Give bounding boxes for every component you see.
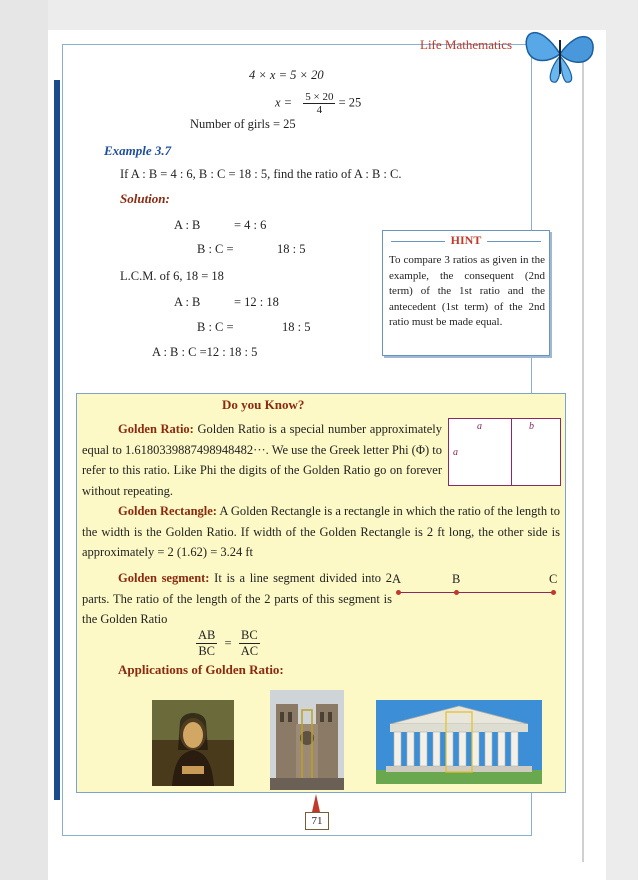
- left-margin-stripe: [54, 80, 60, 800]
- formula-denominator-1: BC: [198, 644, 216, 658]
- golden-segment-paragraph: [82, 568, 392, 630]
- segment-point-a-dot: [396, 590, 401, 595]
- golden-ratio-paragraph: [82, 419, 442, 501]
- formula-denominator-2: AC: [240, 644, 259, 658]
- formula-fraction-left: [196, 628, 217, 659]
- rect-label-a-side: a: [453, 447, 458, 458]
- solution-step-3-lhs: A : B: [174, 295, 201, 309]
- page-number-pin-icon: [309, 794, 323, 814]
- solution-step-3-rhs: = 12 : 18: [234, 295, 279, 309]
- scan-frame-left: [0, 0, 48, 880]
- solution-step-4-lhs: B : C =: [197, 320, 234, 334]
- solution-step-2-rhs: 18 : 5: [277, 242, 306, 256]
- calc-line-2-lhs: x =: [275, 95, 293, 110]
- golden-rectangle-figure: [448, 418, 561, 486]
- golden-ratio-text: Golden Ratio is a special number approximately equal to 1.6180339887498948482···. We use the Greek letter Phi (Φ) to refer to this ratio. Like Phi the digits of the Golden Ratio go on forever without repeating.: [82, 422, 442, 498]
- segment-label-b: B: [452, 572, 461, 586]
- solution-lcm: L.C.M. of 6, 18 = 18: [120, 269, 224, 283]
- calc-fraction-denominator: 4: [316, 104, 323, 116]
- golden-segment-label: Golden segment:: [118, 571, 210, 585]
- golden-rectangle-paragraph: [82, 501, 560, 563]
- golden-ratio-label: Golden Ratio:: [118, 422, 194, 436]
- hint-text: To compare 3 ratios as given in the example, the consequent (2nd term) of the 1st ratio and the antecedent (1st term) of the 2nd ratio must be made equal.: [389, 254, 545, 328]
- formula-numerator-1: AB: [198, 628, 216, 642]
- solution-step-4-rhs: 18 : 5: [282, 320, 311, 334]
- calc-line-3: Number of girls = 25: [190, 117, 296, 131]
- golden-segment-text: It is a line segment divided into 2 parts. The ratio of the length of the 2 parts of this segment is the Golden Ratio: [82, 571, 392, 626]
- notre-dame-image: [270, 690, 344, 790]
- golden-segment-formula: [196, 628, 260, 659]
- golden-segment-line: [398, 592, 554, 593]
- example-title: Example 3.7: [104, 143, 172, 158]
- solution-step-2-lhs: B : C =: [197, 242, 234, 256]
- golden-rectangle-divider: [511, 419, 512, 485]
- dyk-title: Do you Know?: [222, 397, 305, 412]
- hint-box: [382, 230, 550, 356]
- hint-title: HINT: [450, 233, 482, 247]
- calc-line-2: [275, 91, 361, 116]
- rect-label-a-top: a: [477, 421, 482, 432]
- segment-point-c-dot: [551, 590, 556, 595]
- formula-equals: =: [224, 636, 232, 650]
- butterfly-icon: [520, 12, 600, 92]
- calc-fraction-numerator: 5 × 20: [305, 91, 334, 103]
- formula-numerator-2: BC: [239, 628, 260, 644]
- solution-result: A : B : C =12 : 18 : 5: [152, 345, 258, 359]
- applications-label: Applications of Golden Ratio:: [118, 662, 284, 677]
- formula-fraction-right: [239, 628, 260, 659]
- solution-step-1-lhs: A : B: [174, 218, 201, 232]
- scan-frame-right: [606, 0, 638, 880]
- calc-line-2-rhs: = 25: [338, 95, 362, 110]
- parthenon-image: [376, 700, 542, 784]
- segment-label-a: A: [392, 572, 402, 586]
- solution-label: Solution:: [120, 191, 170, 206]
- solution-step-1-rhs: = 4 : 6: [234, 218, 267, 232]
- example-question: If A : B = 4 : 6, B : C = 18 : 5, find the ratio of A : B : C.: [120, 167, 402, 181]
- segment-point-b-dot: [454, 590, 459, 595]
- mona-lisa-image: [152, 700, 234, 786]
- segment-label-c: C: [549, 572, 558, 586]
- rect-label-b-top: b: [529, 421, 534, 432]
- calc-line-1: 4 × x = 5 × 20: [249, 68, 324, 82]
- page-header-title: Life Mathematics: [420, 37, 513, 52]
- golden-rectangle-text: A Golden Rectangle is a rectangle in which the ratio of the length to the width is the Golden Ratio. If width of the Golden Rectangle is 2 ft long, the other side is approximately = 2 (1.62) = 3.24 ft: [82, 504, 560, 559]
- golden-rectangle-label: Golden Rectangle:: [118, 504, 217, 518]
- calc-fraction: [303, 91, 335, 116]
- page-number: 71: [305, 812, 329, 830]
